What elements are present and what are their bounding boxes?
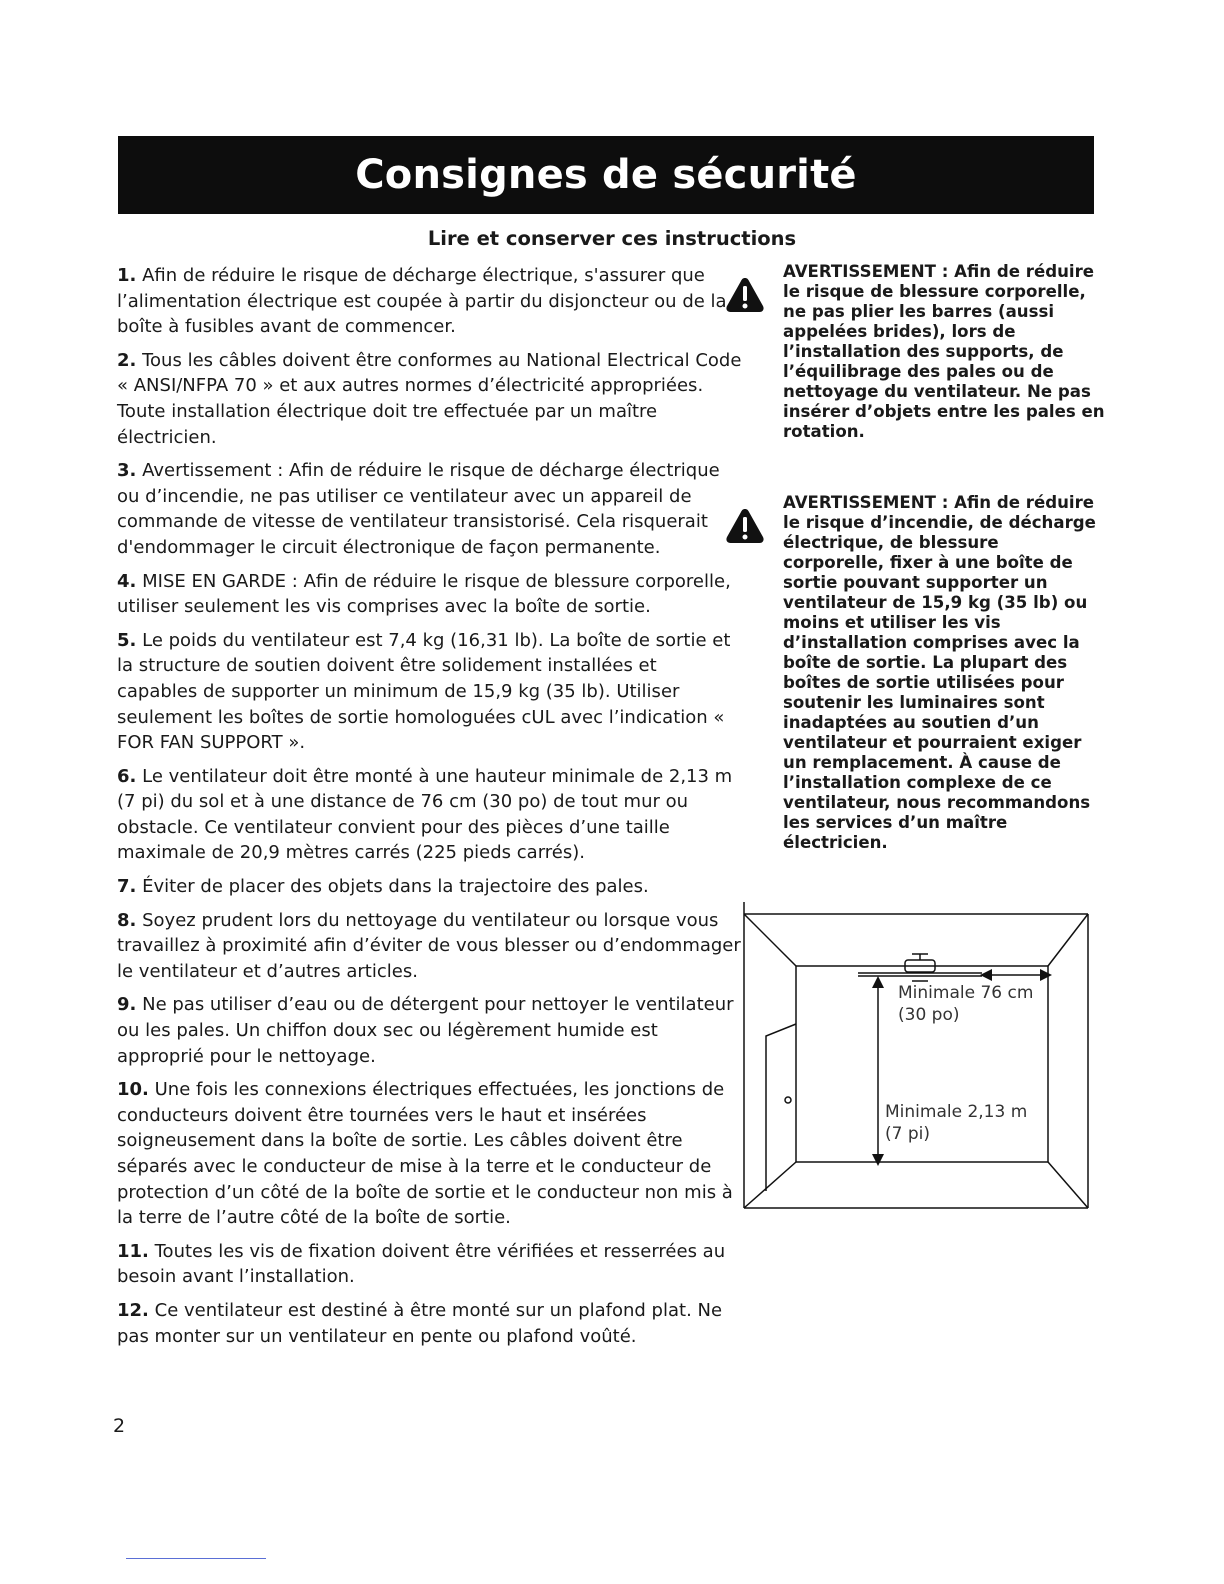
item-number: 6. [117,765,137,787]
warning-block-1 [725,262,1105,442]
item-text: Afin de réduire le risque de décharge électrique, s'assurer que l’alimentation électrique est coupée à partir du disjoncteur ou de la boîte à fusibles avant de commencer. [117,265,727,338]
wall-distance-imperial: (30 po) [898,1005,960,1025]
exclamation-warning-icon [725,276,765,314]
exclamation-warning-icon [725,507,765,545]
page-number: 2 [113,1415,126,1437]
instruction-item [117,992,742,1069]
item-text: Éviter de placer des objets dans la trajectoire des pales. [142,876,649,898]
height-label [885,1101,1027,1145]
instruction-item [117,1239,742,1290]
room-clearance-diagram [740,896,1096,1214]
item-text: Ce ventilateur est destiné à être monté sur un plafond plat. Ne pas monter sur un ventilateur en pente ou plafond voûté. [117,1299,723,1347]
item-number: 7. [117,876,137,898]
item-lead: Avertissement [142,460,272,482]
instruction-item [117,908,742,985]
item-number: 10. [117,1079,149,1101]
instruction-item [117,569,742,620]
subtitle: Lire et conserver ces instructions [427,227,797,250]
wall-distance-value: Minimale 76 cm [898,983,1034,1003]
item-text: Le ventilateur doit être monté à une hauteur minimale de 2,13 m (7 pi) du sol et à une distance de 76 cm (30 po) de tout mur ou obstacle. Ce ventilateur convient pour des pièces d’une taille maximale de 20,9 mètres carrés (225 pieds carrés). [117,765,733,864]
height-value: Minimale 2,13 m [885,1102,1028,1122]
page-title: Consignes de sécurité [355,152,857,198]
height-imperial: (7 pi) [885,1124,930,1144]
item-lead: MISE EN GARDE : [142,570,298,592]
item-number: 9. [117,994,137,1016]
item-text: Toutes les vis de fixation doivent être vérifiées et resserrées au besoin avant l’installation. [117,1240,726,1288]
instruction-item [117,1298,742,1349]
item-number: 3. [117,460,137,482]
item-text: Tous les câbles doivent être conformes au National Electrical Code « ANSI/NFPA 70 » et aux autres normes d’électricité appropriées. Toute installation électrique doit tre effectuée par un maître électricien. [117,349,742,448]
instruction-item [117,348,742,450]
title-banner [118,136,1094,214]
instruction-item [117,458,742,560]
instruction-item [117,263,742,340]
item-number: 1. [117,265,137,286]
item-number: 4. [117,570,137,592]
wall-distance-label [898,982,1033,1026]
instruction-item [117,874,742,900]
room-drawing [740,896,1096,1214]
item-text: Ne pas utiliser d’eau ou de détergent pour nettoyer le ventilateur ou les pales. Un chiffon doux sec ou légèrement humide est approprié pour le nettoyage. [117,994,734,1067]
item-text: Afin de réduire le risque de blessure corporelle, utiliser seulement les vis comprises avec la boîte de sortie. [117,570,731,618]
item-text: Une fois les connexions électriques effectuées, les jonctions de conducteurs doivent être tournées vers le haut et insérées soigneusement dans la boîte de sortie. Les câbles doivent être séparés avec le conducteur de mise à la terre et le conducteur de protection d’un côté de la boîte de sortie et le conducteur non mis à la terre de l’autre côté de la boîte de sortie. [117,1079,733,1229]
item-number: 12. [117,1299,149,1321]
item-number: 5. [117,629,137,651]
item-text: Le poids du ventilateur est 7,4 kg (16,31 lb). La boîte de sortie et la structure de soutien doivent être solidement installées et capables de supporter un minimum de 15,9 kg (35 lb). Utiliser seulement les boîtes de sortie homologuées cUL avec l’indication « FOR FAN SUPPORT ». [117,629,731,754]
instruction-item [117,764,742,866]
item-text: Soyez prudent lors du nettoyage du ventilateur ou lorsque vous travaillez à proximité afin d’éviter de vous blesser ou d’endommager le ventilateur et d’autres articles. [117,909,741,982]
warning-text: AVERTISSEMENT : Afin de réduire le risque de blessure corporelle, ne pas plier les barres (aussi appelées brides), lors de l’installation des supports, de l’équilibrage des pales ou de nettoyage du ventilateur. Ne pas insérer d’objets entre les pales en rotation. [783,262,1105,441]
item-number: 2. [117,349,137,371]
warning-text: AVERTISSEMENT : Afin de réduire le risque d’incendie, de décharge électrique, de blessure corporelle, fixer à une boîte de sortie pouvant supporter un ventilateur de 15,9 kg (35 lb) ou moins et utiliser les vis d’installation comprises avec la boîte de sortie. La plupart des boîtes de sortie utilisées pour soutenir les luminaires sont inadaptées au soutien d’un ventilateur et pourraient exiger un remplacement. À cause de l’installation complexe de ce ventilateur, nous recommandons les services d’un maître électricien. [783,493,1096,852]
item-text: : Afin de réduire le risque de décharge électrique ou d’incendie, ne pas utiliser ce ventilateur avec un appareil de commande de vitesse de ventilateur transistorisé. Cela risquerait d'endommager le circuit électronique de façon permanente. [117,460,720,558]
item-number: 8. [117,909,137,931]
instruction-item [117,1077,742,1231]
warning-block-2 [725,493,1105,853]
instruction-item [117,628,742,756]
item-number: 11. [117,1240,149,1262]
footer-divider [126,1558,266,1559]
instructions-list [117,263,742,1357]
